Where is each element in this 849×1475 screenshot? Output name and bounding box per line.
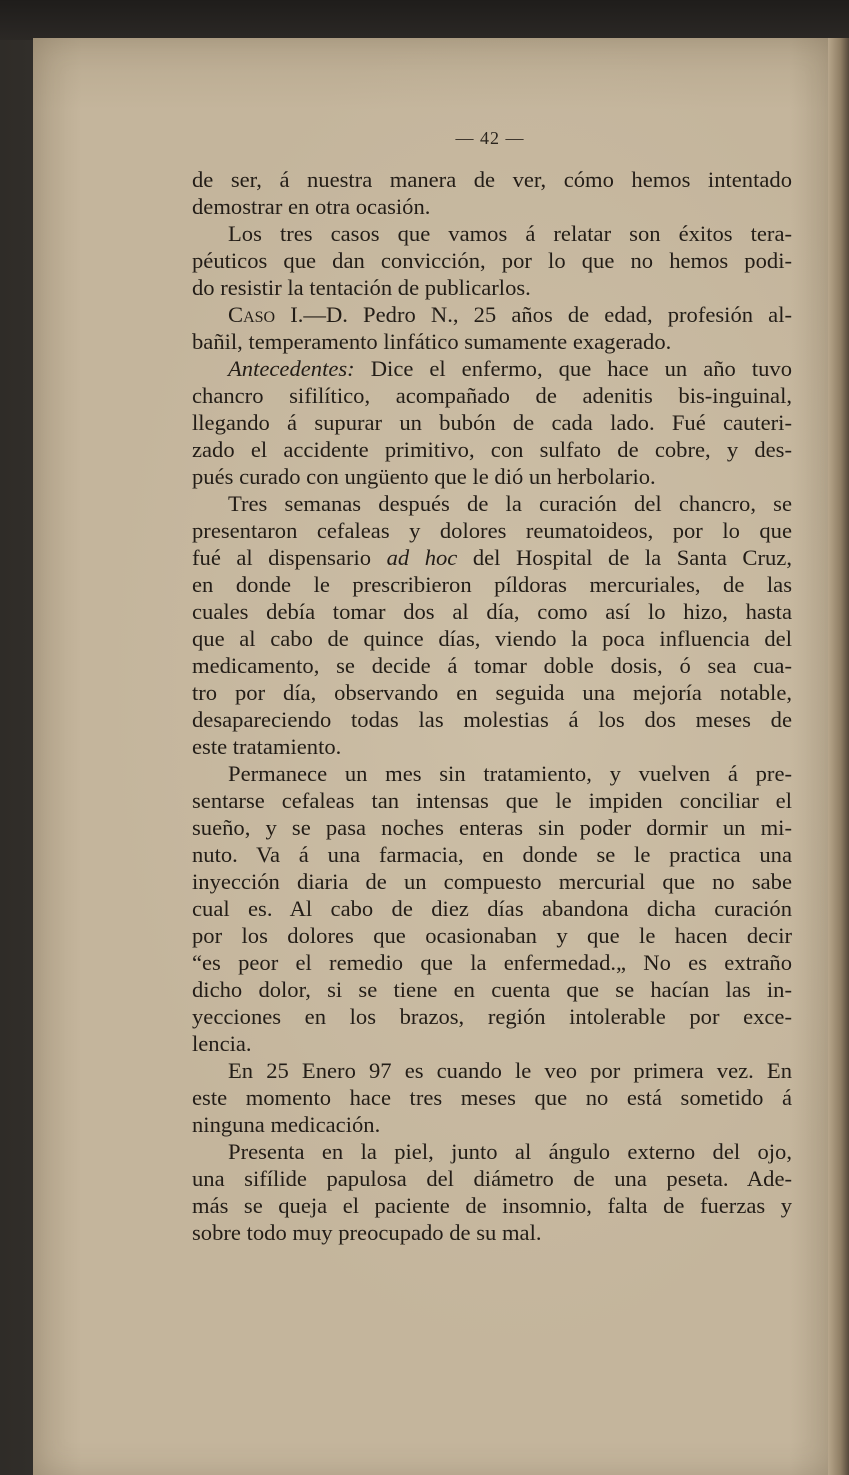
text-segment: nuto. Va á una farmacia, en donde se le practica una [192,842,792,867]
text-line [192,1111,792,1138]
text-segment: dicho dolor, si se tiene en cuenta que se hacían las in- [192,977,792,1002]
text-line [192,652,792,679]
text-segment: Los tres casos que vamos á relatar son éxitos tera- [228,221,792,246]
text-segment: este momento hace tres meses que no está sometido á [192,1085,792,1110]
text-segment: lencia. [192,1031,252,1056]
text-line [192,1030,792,1057]
text-segment: sueño, y se pasa noches enteras sin poder dormir un mi- [192,815,792,840]
text-line [192,706,792,733]
text-line [192,922,792,949]
text-line [192,544,792,571]
text-segment: llegando á supurar un bubón de cada lado. Fué cauteri- [192,410,792,435]
italic-text: ad hoc [386,545,458,570]
text-segment: péuticos que dan convicción, por lo que no hemos podi- [192,248,792,273]
text-segment: cuales debía tomar dos al día, como así lo hizo, hasta [192,599,792,624]
text-segment: demostrar en otra ocasión. [192,194,431,219]
text-segment: de ser, á nuestra manera de ver, cómo hemos intentado [192,167,792,192]
text-line [192,571,792,598]
text-line [192,1192,792,1219]
text-line [192,1003,792,1030]
text-segment: Presenta en la piel, junto al ángulo externo del ojo, [228,1139,792,1164]
text-segment: en donde le prescribieron píldoras mercuriales, de las [192,572,792,597]
page-number: — 42 — [455,128,525,148]
text-line [192,463,792,490]
body-text [192,166,792,1246]
text-segment: ninguna medicación. [192,1112,381,1137]
text-segment: por los dolores que ocasionaban y que le hacen decir [192,923,792,948]
text-segment: medicamento, se decide á tomar doble dosis, ó sea cua- [192,653,792,678]
text-line [192,274,792,301]
text-segment: cual es. Al cabo de diez días abandona dicha curación [192,896,792,921]
text-line [192,1084,792,1111]
scan-top-border [0,0,849,40]
text-segment: Tres semanas después de la curación del chancro, se [228,491,792,516]
text-line [192,220,792,247]
text-segment: fué al dispensario [192,545,387,570]
text-line [192,760,792,787]
text-line [192,355,792,382]
text-line [192,328,792,355]
text-segment: zado el accidente primitivo, con sulfato de cobre, y des- [192,437,792,462]
text-segment: pués curado con ungüento que le dió un herbolario. [192,464,656,489]
text-line [192,733,792,760]
text-line [192,301,792,328]
text-line [192,1219,792,1246]
text-segment: chancro sifilítico, acompañado de adenitis bis-inguinal, [192,383,792,408]
text-segment: sobre todo muy preocupado de su mal. [192,1220,542,1245]
text-segment: En 25 Enero 97 es cuando le veo por primera vez. En [228,1058,792,1083]
page-edge-shadow [828,38,849,1475]
text-line [192,436,792,463]
text-segment: presentaron cefaleas y dolores reumatoideos, por lo que [192,518,792,543]
text-segment: que al cabo de quince días, viendo la poca influencia del [192,626,792,651]
text-segment: tro por día, observando en seguida una mejoría notable, [192,680,792,705]
text-line [192,1057,792,1084]
text-line [192,490,792,517]
text-line [192,625,792,652]
text-segment: más se queja el paciente de insomnio, falta de fuerzas y [192,1193,792,1218]
text-line [192,895,792,922]
text-line [192,1165,792,1192]
text-line [192,868,792,895]
text-line [192,679,792,706]
text-segment: desapareciendo todas las molestias á los dos meses de [192,707,792,732]
italic-text: Antecedentes: [228,356,355,381]
text-segment: una sifílide papulosa del diámetro de una peseta. Ade- [192,1166,792,1191]
text-line [192,166,792,193]
text-segment: este tratamiento. [192,734,342,759]
text-segment: “es peor el remedio que la enfermedad.„ No es extraño [192,950,792,975]
text-segment: do resistir la tentación de publicarlos. [192,275,531,300]
text-line [192,193,792,220]
text-segment: I.—D. Pedro N., 25 años de edad, profesión al- [275,302,792,327]
text-segment: bañil, temperamento linfático sumamente exagerado. [192,329,672,354]
text-line [192,247,792,274]
text-line [192,841,792,868]
text-line [192,814,792,841]
text-line [192,787,792,814]
text-segment: Dice el enfermo, que hace un año tuvo [354,356,792,381]
text-line [192,1138,792,1165]
text-line [192,517,792,544]
text-segment: del Hospital de la Santa Cruz, [457,545,792,570]
text-segment: yecciones en los brazos, región intolerable por exce- [192,1004,792,1029]
text-line [192,976,792,1003]
text-line [192,598,792,625]
text-segment: Permanece un mes sin tratamiento, y vuelven á pre- [228,761,792,786]
text-segment: sentarse cefaleas tan intensas que le impiden conciliar el [192,788,792,813]
text-line [192,409,792,436]
small-caps-text: Caso [228,302,276,327]
text-segment: inyección diaria de un compuesto mercurial que no sabe [192,869,792,894]
text-line [192,949,792,976]
text-line [192,382,792,409]
